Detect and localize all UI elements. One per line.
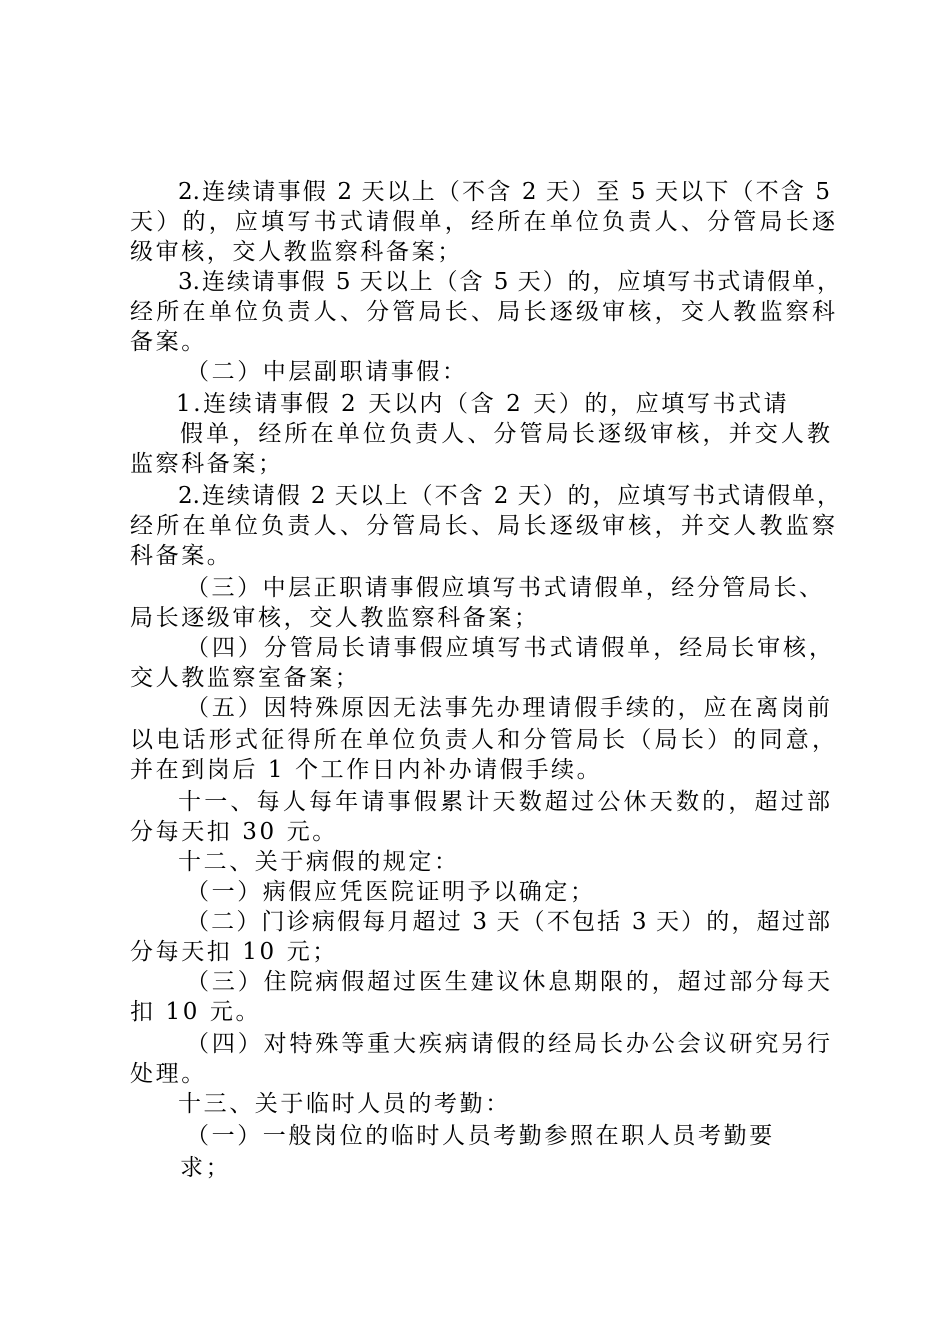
text-line-1: 2.连续请事假 2 天以上（不含 2 天）至 5 天以下（不含 5 — [178, 179, 830, 205]
text-line-20: 并在到岗后 1 个工作日内补办请假手续。 — [130, 757, 603, 783]
text-line-7: （二）中层副职请事假： — [186, 359, 468, 385]
text-line-14: （三）中层正职请事假应填写书式请假单，经分管局长、 — [186, 575, 822, 601]
text-line-27: （三）住院病假超过医生建议休息期限的，超过部分每天 — [186, 969, 830, 995]
text-line-30: 处理。 — [130, 1061, 207, 1087]
text-line-13: 科备案。 — [130, 543, 233, 569]
text-line-26: 分每天扣 10 元； — [130, 939, 338, 965]
text-line-16: （四）分管局长请事假应填写书式请假单，经局长审核， — [186, 635, 832, 661]
text-line-23: 十二、关于病假的规定： — [178, 849, 460, 875]
text-line-15: 局长逐级审核，交人教监察科备案； — [130, 605, 540, 631]
text-line-12: 经所在单位负责人、分管局长、局长逐级审核，并交人教监察 — [130, 513, 835, 539]
text-line-18: （五）因特殊原因无法事先办理请假手续的，应在离岗前 — [186, 695, 830, 721]
text-line-31: 十三、关于临时人员的考勤： — [178, 1091, 511, 1117]
text-line-25: （二）门诊病假每月超过 3 天（不包括 3 天）的，超过部 — [186, 909, 830, 935]
text-line-2: 天）的，应填写书式请假单，经所在单位负责人、分管局长逐 — [130, 209, 835, 235]
text-line-11: 2.连续请假 2 天以上（不含 2 天）的，应填写书式请假单， — [178, 483, 840, 509]
text-line-24: （一）病假应凭医院证明予以确定； — [186, 879, 596, 905]
text-line-17: 交人教监察室备案； — [130, 665, 361, 691]
text-line-19: 以电话形式征得所在单位负责人和分管局长（局长）的同意， — [130, 727, 835, 753]
text-line-6: 备案。 — [130, 329, 207, 355]
text-line-22: 分每天扣 30 元。 — [130, 819, 338, 845]
text-line-9: 假单，经所在单位负责人、分管局长逐级审核，并交人教 — [180, 421, 830, 447]
text-line-4: 3.连续请事假 5 天以上（含 5 天）的，应填写书式请假单， — [178, 269, 840, 295]
text-line-33: 求； — [180, 1155, 232, 1181]
text-line-10: 监察科备案； — [130, 451, 284, 477]
text-line-3: 级审核，交人教监察科备案； — [130, 239, 463, 265]
text-line-5: 经所在单位负责人、分管局长、局长逐级审核，交人教监察科 — [130, 299, 835, 325]
text-line-21: 十一、每人每年请事假累计天数超过公休天数的，超过部 — [178, 789, 830, 815]
text-line-29: （四）对特殊等重大疾病请假的经局长办公会议研究另行 — [186, 1031, 830, 1057]
text-line-32: （一）一般岗位的临时人员考勤参照在职人员考勤要 — [186, 1123, 775, 1149]
text-line-8: 1.连续请事假 2 天以内（含 2 天）的，应填写书式请 — [176, 391, 790, 417]
text-line-28: 扣 10 元。 — [130, 999, 262, 1025]
